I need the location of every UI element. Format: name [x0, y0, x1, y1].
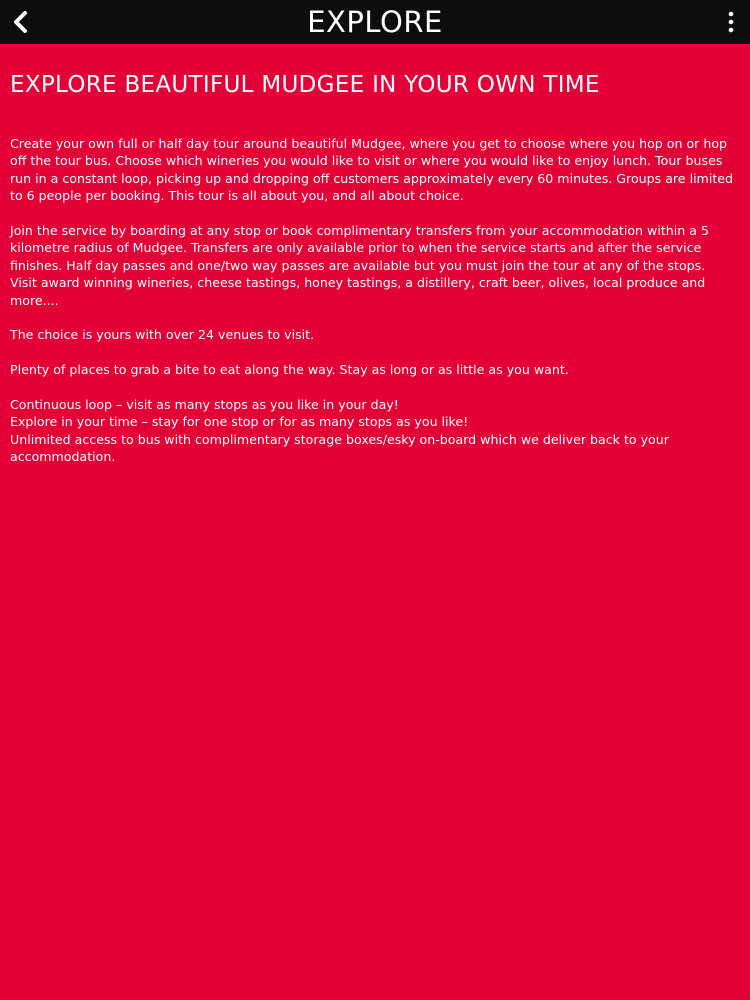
- tour-description: [10, 70, 734, 466]
- top-navigation-bar: [0, 0, 750, 44]
- paragraph-intro: Create your own full or half day tour around beautiful Mudgee, where you get to choose where you hop on or hop off the tour bus. Choose which wineries you would like to visit or where you would like to enjoy lunch. Tour buses run in a constant loop, picking up and dropping off customers approximately every 60 minutes. Groups are limited to 6 people per booking. This tour is all about you, and all about choice.: [10, 136, 734, 204]
- bullet-continuous-loop: Continuous loop – visit as many stops as you like in your day!: [10, 397, 399, 413]
- paragraph-choice: The choice is yours with over 24 venues to visit.: [10, 327, 315, 343]
- headline: EXPLORE BEAUTIFUL MUDGEE IN YOUR OWN TIME: [10, 72, 600, 98]
- bullet-unlimited-access: Unlimited access to bus with complimentary storage boxes/esky on-board which we deliver back to your accommodation.: [10, 431, 669, 465]
- more-vertical-icon: [727, 11, 735, 33]
- page-title: EXPLORE: [307, 5, 443, 39]
- paragraph-service: Join the service by boarding at any stop or book complimentary transfers from your accommodation within a 5 kilometre radius of Mudgee. Transfers are only available prior to when the service starts and after the service finishes. Half day passes and one/two way passes are available but you must join the tour at any of the stops. Visit award winning wineries, cheese tastings, honey tastings, a distillery, craft beer, olives, local produce and more....: [10, 223, 709, 308]
- bullet-explore-time: Explore in your time – stay for one stop or for as many stops as you like!: [10, 414, 469, 430]
- paragraph-food: Plenty of places to grab a bite to eat along the way. Stay as long or as little as you want.: [10, 362, 569, 378]
- overflow-menu-button[interactable]: [718, 6, 744, 38]
